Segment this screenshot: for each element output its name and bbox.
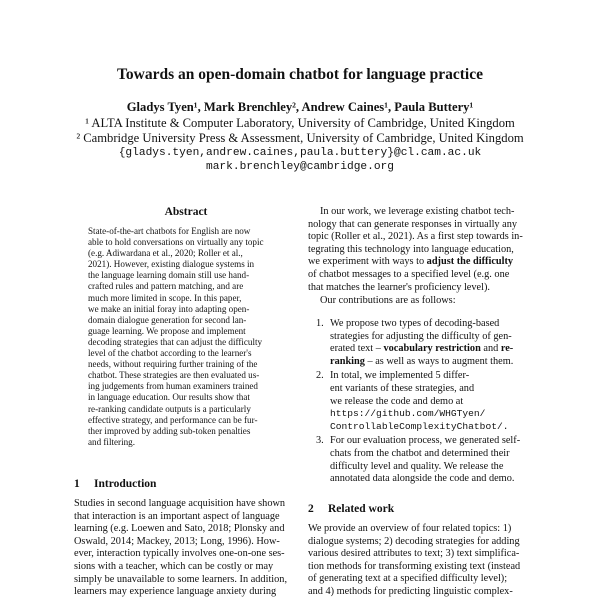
- list-line: [330, 356, 532, 369]
- intro-line: Studies in second language acquisition have shown: [74, 498, 286, 509]
- email-line-2: mark.brenchley@cambridge.org: [206, 161, 394, 173]
- list-line: For our evaluation process, we generated self-: [330, 435, 521, 447]
- section-heading-related-work: [308, 503, 394, 515]
- related-line: tion methods for transforming existing text (instead: [308, 560, 521, 572]
- section-title: Related work: [328, 503, 395, 515]
- abstract-line: the language learning domain still use hand-: [88, 270, 250, 281]
- list-line: strategies for adjusting the difficulty of gen-: [330, 330, 512, 342]
- abstract-text: [88, 226, 291, 448]
- right-paragraph-1: [308, 206, 530, 308]
- list-line: In total, we implemented 5 differ-: [330, 370, 470, 382]
- right-line-text: we experiment with ways to: [308, 256, 427, 268]
- list-line-text: – as well as ways to augment them.: [364, 355, 514, 367]
- related-line: various desired attributes to text; 3) text simplifica-: [308, 548, 520, 560]
- intro-line: that interaction is an important aspect of language: [74, 510, 280, 522]
- list-line-text: and: [480, 343, 501, 355]
- emphasis-vocab-restriction: vocabulary restriction: [383, 343, 481, 355]
- abstract-line: re-ranking candidate outputs is a particularly: [88, 403, 251, 414]
- introduction-text: [74, 498, 296, 599]
- abstract-line: in language education. Our results show that: [88, 392, 250, 403]
- abstract-line: ing judgements from human examiners trained: [88, 381, 258, 392]
- abstract-line: and filtering.: [88, 436, 135, 447]
- list-number: 2.: [316, 370, 324, 382]
- repo-link[interactable]: ControllableComplexityChatbot/.: [330, 420, 509, 432]
- list-item: [316, 318, 532, 368]
- related-line: dialogue systems; 2) decoding strategies for adding: [308, 535, 520, 547]
- related-line: of generating text at a specified difficulty level);: [308, 573, 508, 585]
- abstract-line: domain dialogue generation for second lan-: [88, 314, 247, 325]
- right-line: nology that can generate responses in virtually any: [308, 218, 518, 230]
- contributions-intro: Our contributions are as follows:: [320, 295, 456, 307]
- section-number: 2: [308, 503, 314, 515]
- abstract-line: needs, without requiring further training of the: [88, 359, 258, 370]
- intro-line: learning (e.g. Loewen and Sato, 2018; Plonsky and: [74, 523, 285, 535]
- list-line: chats from the chatbot and determined their: [330, 447, 510, 459]
- abstract-line: able to hold conversations on virtually any topic: [88, 237, 264, 248]
- abstract-line: effective strategy, and performance can be fur-: [88, 414, 258, 425]
- right-line: tegrating this technology into language education,: [308, 243, 514, 255]
- author-list: Gladys Tyen¹, Mark Brenchley², Andrew Caines¹, Paula Buttery¹: [126, 100, 474, 114]
- list-item: [316, 435, 532, 485]
- list-line-text: erated text –: [330, 343, 384, 355]
- emphasis-adjust-difficulty: adjust the difficulty: [426, 256, 514, 268]
- list-line: [330, 343, 532, 356]
- related-line: and 4) methods for predicting linguistic complex-: [308, 585, 513, 597]
- abstract-line: ther improved by adding sub-token penalties: [88, 425, 251, 436]
- contributions-list: [316, 318, 532, 486]
- abstract-line: level of the chatbot according to the learner's: [88, 348, 252, 359]
- abstract-line: chatbot. These strategies are then evaluated us-: [88, 370, 260, 381]
- abstract-line: 2021). However, existing dialogue systems in: [88, 259, 255, 270]
- email-line-1: {gladys.tyen,andrew.caines,paula.buttery}@cl.cam.ac.uk: [118, 147, 482, 159]
- abstract-line: decoding strategies that can adjust the difficulty: [88, 336, 263, 347]
- right-line: topic (Roller et al., 2021). As a first step towards in-: [308, 231, 523, 243]
- related-line: We provide an overview of four related topics: 1): [308, 523, 512, 534]
- section-title: Introduction: [94, 478, 157, 490]
- right-line: of chatbot messages to a specified level (e.g. one: [308, 268, 510, 280]
- right-line: In our work, we leverage existing chatbot tech-: [320, 206, 515, 217]
- list-line: ent variants of these strategies, and: [330, 382, 475, 394]
- affiliation-1: ¹ ALTA Institute & Computer Laboratory, University of Cambridge, United Kingdom: [85, 116, 515, 130]
- abstract-line: (e.g. Adiwardana et al., 2020; Roller et al.,: [88, 248, 243, 259]
- intro-line: simply be unavailable to some learners. In addition,: [74, 573, 288, 585]
- list-line: We propose two types of decoding-based: [330, 318, 500, 329]
- emphasis-reranking-end: ranking: [330, 355, 365, 367]
- list-number: 3.: [316, 435, 324, 447]
- related-work-text: [308, 523, 530, 599]
- paper-title: Towards an open-domain chatbot for language practice: [117, 66, 483, 83]
- list-number: 1.: [316, 318, 324, 329]
- intro-line: sions with a teacher, which can be costly or may: [74, 560, 274, 572]
- abstract-line: we make an initial foray into adapting open-: [88, 303, 250, 314]
- intro-line: Oswald, 2014; Mackey, 2013; Long, 1996). How-: [74, 535, 280, 547]
- intro-line: ever, interaction typically involves one-on-one ses-: [74, 548, 285, 560]
- abstract-line: State-of-the-art chatbots for English are now: [88, 226, 251, 236]
- right-line: [308, 256, 530, 269]
- abstract-line: guage learning. We propose and implement: [88, 325, 246, 336]
- list-line: annotated data alongside the code and demo.: [330, 473, 515, 485]
- list-line: we release the code and demo at: [330, 395, 464, 407]
- abstract-heading: Abstract: [164, 206, 208, 218]
- section-number: 1: [74, 478, 80, 490]
- right-line: that matches the learner's proficiency level).: [308, 281, 490, 293]
- emphasis-reranking-start: re-: [500, 343, 514, 355]
- section-heading-introduction: [74, 478, 156, 490]
- intro-line: learners may experience language anxiety during: [74, 586, 277, 598]
- repo-link[interactable]: https://github.com/WHGTyen/: [330, 408, 486, 420]
- abstract-line: crafted rules and pattern matching, and are: [88, 281, 244, 292]
- affiliation-2: ² Cambridge University Press & Assessment, University of Cambridge, United Kingdom: [76, 131, 524, 145]
- abstract-line: much more limited in scope. In this paper,: [88, 292, 242, 303]
- list-item: [316, 370, 532, 433]
- list-line: difficulty level and quality. We release the: [330, 460, 504, 472]
